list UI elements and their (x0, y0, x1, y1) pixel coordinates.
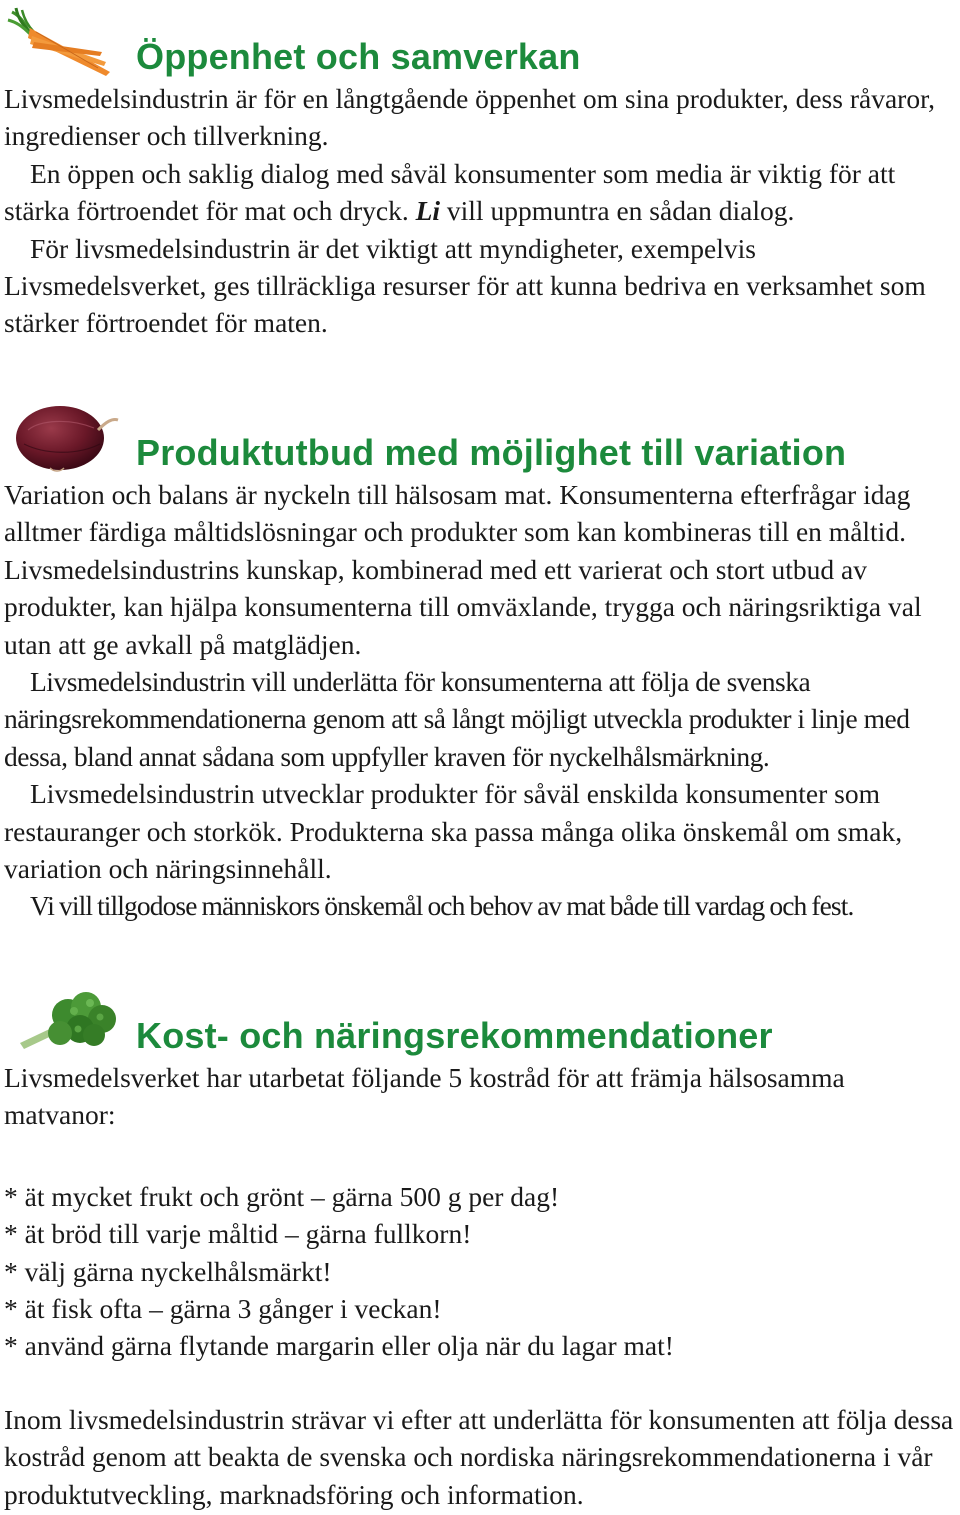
paragraph-text: En öppen och saklig dialog med såväl konsumenter som media är viktig för att stärka förtroendet för mat och dryck. (4, 157, 896, 227)
section-diet-recommendations (0, 985, 960, 1513)
section-diet-heading-row (0, 985, 960, 1059)
paragraph: Livsmedelsindustrin är för en långtgående öppenhet om sina produkter, dess råvaror, ingredienser och tillverkning. (4, 83, 935, 152)
paragraph: Livsmedelsindustrin utvecklar produkter för såväl enskilda konsumenter som restauranger och storkök. Produkterna ska passa många olika önskemål om smak, variation och näringsinnehåll. (4, 778, 903, 885)
section-product-range (0, 398, 960, 925)
section-product-range-body (0, 476, 956, 925)
paragraph: Livsmedelsindustrin vill underlätta för konsumenterna att följa de svenska näringsrekommendationerna genom att så långt möjligt utveckla produkter i linje med dessa, bland annat sådana som uppfyller kraven för nyckelhålsmärkning. (4, 666, 910, 772)
section-diet-title: Kost- och näringsrekommendationer (136, 1015, 773, 1056)
red-onion-icon (10, 400, 120, 472)
paragraph: För livsmedelsindustrin är det viktigt att myndigheter, exempelvis Livsmedelsverket, ges tillräckliga resurser för att kunna bedriva en verksamhet som stärker förtroendet för maten. (4, 232, 926, 339)
broccoli-icon (14, 985, 122, 1055)
paragraph (4, 155, 956, 230)
section-product-range-heading-row (0, 398, 960, 476)
section-openness-title: Öppenhet och samverkan (136, 36, 581, 77)
section-diet-outro (0, 1401, 956, 1513)
paragraph: Livsmedelsverket har utarbetat följande 5 kostråd för att främja hälsosamma matvanor: (4, 1062, 845, 1131)
list-item: * ät mycket frukt och grönt – gärna 500 g per dag! (4, 1180, 560, 1212)
list-item: * ät fisk ofta – gärna 3 gånger i veckan! (4, 1293, 442, 1325)
paragraph: Variation och balans är nyckeln till hälsosam mat. Konsumenterna efterfrågar idag alltmer färdiga måltidslösningar och produkter som kan kombineras till en måltid. Livsmedelsindustrins kunskap, kombinerad med ett varierat och stort utbud av produkter, kan hjälpa konsumenterna till omväxlande, trygga och näringsriktiga val utan att ge avkall på matglädjen. (4, 479, 922, 660)
diet-advice-list (0, 1178, 960, 1365)
list-item: * ät bröd till varje måltid – gärna fullkorn! (4, 1218, 472, 1250)
section-product-range-title: Produktutbud med möjlighet till variation (136, 432, 847, 473)
li-brand-text: Li (415, 195, 441, 227)
section-openness-body (0, 80, 956, 342)
paragraph: Vi vill tillgodose människors önskemål och behov av mat både till vardag och fest. (30, 890, 854, 922)
list-item: * välj gärna nyckelhålsmärkt! (4, 1255, 332, 1287)
section-openness-heading-row (0, 0, 960, 80)
section-diet-intro (0, 1059, 956, 1134)
paragraph: Inom livsmedelsindustrin strävar vi efter att underlätta för konsumenten att följa dessa kostråd genom att beakta de svenska och nordiska näringsrekommendationerna i vår produktutveckling, marknadsföring och information. (4, 1403, 954, 1510)
list-item: * använd gärna flytande margarin eller olja när du lagar mat! (4, 1330, 674, 1362)
paragraph-text: vill uppmuntra en sådan dialog. (446, 195, 795, 227)
section-openness (0, 0, 960, 342)
carrot-icon (6, 6, 116, 76)
